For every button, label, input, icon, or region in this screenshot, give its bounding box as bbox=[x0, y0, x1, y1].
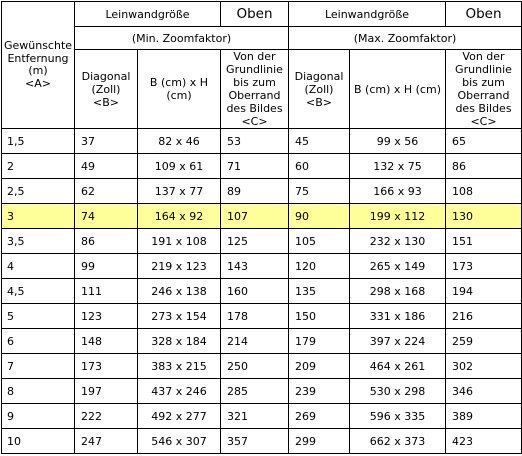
header-min-zoom: (Min. Zoomfaktor) bbox=[75, 27, 289, 50]
table-row bbox=[2, 354, 522, 379]
cell-distance: 4 bbox=[2, 254, 75, 279]
cell-top-min: 53 bbox=[221, 129, 289, 154]
cell-distance: 2,5 bbox=[2, 179, 75, 204]
cell-top-max: 302 bbox=[446, 354, 522, 379]
cell-diagonal-min: 247 bbox=[75, 429, 138, 454]
cell-diagonal-max: 150 bbox=[289, 304, 350, 329]
cell-diagonal-min: 111 bbox=[75, 279, 138, 304]
cell-diagonal-min: 222 bbox=[75, 404, 138, 429]
cell-diagonal-max: 179 bbox=[289, 329, 350, 354]
cell-top-min: 285 bbox=[221, 379, 289, 404]
cell-diagonal-max: 75 bbox=[289, 179, 350, 204]
table-row bbox=[2, 379, 522, 404]
cell-size-max: 232 x 130 bbox=[350, 229, 446, 254]
cell-top-max: 259 bbox=[446, 329, 522, 354]
header-screen-size-min: Leinwandgröße bbox=[75, 2, 221, 27]
cell-size-max: 662 x 373 bbox=[350, 429, 446, 454]
cell-diagonal-min: 173 bbox=[75, 354, 138, 379]
header-width-height-max: B (cm) x H (cm) bbox=[350, 50, 446, 129]
cell-size-min: 164 x 92 bbox=[138, 204, 221, 229]
cell-top-min: 214 bbox=[221, 329, 289, 354]
cell-top-max: 86 bbox=[446, 154, 522, 179]
cell-size-max: 530 x 298 bbox=[350, 379, 446, 404]
cell-top-max: 216 bbox=[446, 304, 522, 329]
cell-distance: 7 bbox=[2, 354, 75, 379]
cell-diagonal-min: 86 bbox=[75, 229, 138, 254]
cell-size-min: 273 x 154 bbox=[138, 304, 221, 329]
cell-size-max: 199 x 112 bbox=[350, 204, 446, 229]
table-row bbox=[2, 129, 522, 154]
table-row bbox=[2, 179, 522, 204]
cell-size-min: 383 x 215 bbox=[138, 354, 221, 379]
table-row bbox=[2, 304, 522, 329]
cell-size-max: 166 x 93 bbox=[350, 179, 446, 204]
cell-distance: 9 bbox=[2, 404, 75, 429]
cell-top-max: 108 bbox=[446, 179, 522, 204]
cell-top-max: 423 bbox=[446, 429, 522, 454]
cell-top-max: 173 bbox=[446, 254, 522, 279]
cell-distance: 10 bbox=[2, 429, 75, 454]
table-row bbox=[2, 229, 522, 254]
cell-diagonal-max: 239 bbox=[289, 379, 350, 404]
table-row bbox=[2, 154, 522, 179]
projection-distance-table bbox=[1, 1, 522, 454]
cell-distance: 2 bbox=[2, 154, 75, 179]
header-max-zoom: (Max. Zoomfaktor) bbox=[289, 27, 522, 50]
cell-diagonal-min: 74 bbox=[75, 204, 138, 229]
cell-diagonal-min: 62 bbox=[75, 179, 138, 204]
header-width-height-min: B (cm) x H (cm) bbox=[138, 50, 221, 129]
cell-top-min: 125 bbox=[221, 229, 289, 254]
cell-size-min: 109 x 61 bbox=[138, 154, 221, 179]
cell-diagonal-min: 148 bbox=[75, 329, 138, 354]
header-baseline-top-max: Von der Grundlinie bis zum Oberrand des Bildes <C> bbox=[446, 50, 522, 129]
cell-top-min: 89 bbox=[221, 179, 289, 204]
cell-size-min: 82 x 46 bbox=[138, 129, 221, 154]
header-desired-distance: Gewünschte Entfernung (m) <A> bbox=[2, 2, 75, 129]
header-diagonal-min: Diagonal (Zoll) <B> bbox=[75, 50, 138, 129]
cell-distance: 1,5 bbox=[2, 129, 75, 154]
cell-diagonal-max: 60 bbox=[289, 154, 350, 179]
cell-diagonal-min: 197 bbox=[75, 379, 138, 404]
cell-diagonal-min: 99 bbox=[75, 254, 138, 279]
cell-top-min: 143 bbox=[221, 254, 289, 279]
cell-size-max: 265 x 149 bbox=[350, 254, 446, 279]
cell-size-max: 596 x 335 bbox=[350, 404, 446, 429]
cell-top-max: 346 bbox=[446, 379, 522, 404]
table-row bbox=[2, 329, 522, 354]
cell-diagonal-max: 105 bbox=[289, 229, 350, 254]
cell-size-min: 219 x 123 bbox=[138, 254, 221, 279]
cell-size-min: 492 x 277 bbox=[138, 404, 221, 429]
cell-top-min: 107 bbox=[221, 204, 289, 229]
cell-diagonal-max: 45 bbox=[289, 129, 350, 154]
cell-top-min: 357 bbox=[221, 429, 289, 454]
cell-size-max: 397 x 224 bbox=[350, 329, 446, 354]
cell-size-min: 137 x 77 bbox=[138, 179, 221, 204]
cell-size-max: 99 x 56 bbox=[350, 129, 446, 154]
cell-size-min: 546 x 307 bbox=[138, 429, 221, 454]
header-top-min: Oben bbox=[221, 2, 289, 27]
cell-diagonal-max: 299 bbox=[289, 429, 350, 454]
cell-size-max: 464 x 261 bbox=[350, 354, 446, 379]
cell-size-max: 331 x 186 bbox=[350, 304, 446, 329]
cell-diagonal-max: 90 bbox=[289, 204, 350, 229]
table-row bbox=[2, 279, 522, 304]
cell-distance: 8 bbox=[2, 379, 75, 404]
cell-distance: 4,5 bbox=[2, 279, 75, 304]
header-screen-size-max: Leinwandgröße bbox=[289, 2, 446, 27]
cell-size-max: 298 x 168 bbox=[350, 279, 446, 304]
header-top-max: Oben bbox=[446, 2, 522, 27]
cell-top-max: 151 bbox=[446, 229, 522, 254]
table-row bbox=[2, 254, 522, 279]
cell-top-min: 71 bbox=[221, 154, 289, 179]
cell-size-min: 328 x 184 bbox=[138, 329, 221, 354]
cell-distance: 5 bbox=[2, 304, 75, 329]
cell-distance: 3,5 bbox=[2, 229, 75, 254]
cell-diagonal-min: 49 bbox=[75, 154, 138, 179]
cell-distance: 3 bbox=[2, 204, 75, 229]
cell-top-min: 321 bbox=[221, 404, 289, 429]
table-row bbox=[2, 429, 522, 454]
header-diagonal-max: Diagonal (Zoll) <B> bbox=[289, 50, 350, 129]
cell-top-max: 65 bbox=[446, 129, 522, 154]
cell-size-min: 437 x 246 bbox=[138, 379, 221, 404]
header-baseline-top-min: Von der Grundlinie bis zum Oberrand des Bildes <C> bbox=[221, 50, 289, 129]
cell-diagonal-min: 123 bbox=[75, 304, 138, 329]
cell-diagonal-max: 269 bbox=[289, 404, 350, 429]
cell-top-min: 250 bbox=[221, 354, 289, 379]
cell-size-min: 191 x 108 bbox=[138, 229, 221, 254]
cell-diagonal-min: 37 bbox=[75, 129, 138, 154]
table-row bbox=[2, 204, 522, 229]
cell-top-max: 389 bbox=[446, 404, 522, 429]
cell-top-min: 178 bbox=[221, 304, 289, 329]
cell-top-max: 194 bbox=[446, 279, 522, 304]
cell-diagonal-max: 120 bbox=[289, 254, 350, 279]
cell-diagonal-max: 209 bbox=[289, 354, 350, 379]
cell-size-min: 246 x 138 bbox=[138, 279, 221, 304]
cell-diagonal-max: 135 bbox=[289, 279, 350, 304]
cell-distance: 6 bbox=[2, 329, 75, 354]
table-row bbox=[2, 404, 522, 429]
cell-top-min: 160 bbox=[221, 279, 289, 304]
cell-top-max: 130 bbox=[446, 204, 522, 229]
cell-size-max: 132 x 75 bbox=[350, 154, 446, 179]
